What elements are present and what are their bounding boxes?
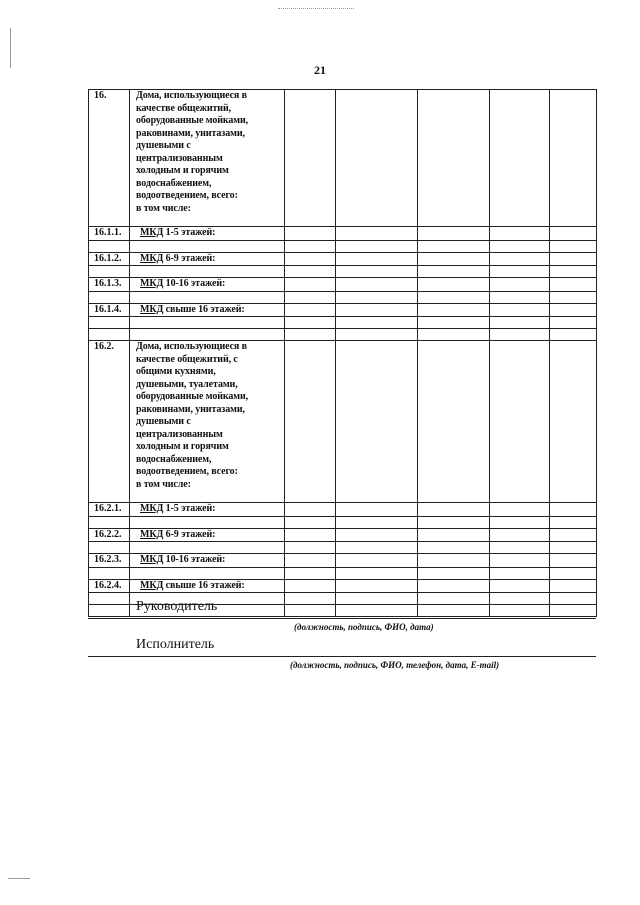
empty-cell [336,240,418,252]
signature-executor [88,636,596,676]
scan-artifact [278,8,354,11]
value-cell [285,554,336,568]
row-description [130,303,285,317]
value-cell [490,341,550,503]
empty-cell [490,291,550,303]
value-cell [550,252,597,266]
description-line: централизованным [136,428,223,440]
row-description [130,579,285,593]
value-cell [336,278,418,292]
row-description [130,90,285,227]
table-row [89,90,597,227]
empty-cell [550,567,597,579]
empty-cell [490,240,550,252]
value-cell [336,227,418,241]
value-cell [336,579,418,593]
empty-row [89,542,597,554]
row-description [130,227,285,241]
value-cell [550,278,597,292]
category-prefix: МКД [140,252,164,264]
category-floors: 1-5 этажей: [163,503,216,514]
empty-cell [89,291,130,303]
empty-cell [130,317,285,329]
empty-cell [89,329,130,341]
empty-cell [89,240,130,252]
description-line: в том числе: [136,202,191,214]
value-cell [336,554,418,568]
empty-row [89,317,597,329]
value-cell [418,227,490,241]
empty-cell [550,266,597,278]
empty-cell [336,266,418,278]
table-row [89,341,597,503]
value-cell [550,528,597,542]
table-row [89,579,597,593]
value-cell [418,554,490,568]
empty-row [89,266,597,278]
category-prefix: МКД [140,303,164,315]
empty-cell [89,516,130,528]
signature-head-line [88,618,596,619]
description-line: Дома, использующиеся в [136,90,247,101]
empty-cell [285,317,336,329]
empty-cell [130,240,285,252]
signature-head [88,598,596,638]
table-row [89,303,597,317]
description-line: водоснабжением, [136,177,212,189]
value-cell [490,503,550,517]
row-number: 16.2.2. [89,528,130,542]
value-cell [285,90,336,227]
row-description [130,554,285,568]
empty-cell [285,266,336,278]
description-line: централизованным [136,152,223,164]
value-cell [336,90,418,227]
description-line: душевыми с [136,140,191,151]
value-cell [490,303,550,317]
value-cell [418,303,490,317]
description-line: раковинами, унитазами, [136,403,245,415]
value-cell [550,503,597,517]
description-line: Дома, использующиеся в [136,341,247,352]
value-cell [285,303,336,317]
description-line: душевыми с [136,416,191,427]
description-line: оборудованные мойками, [136,115,249,126]
empty-cell [336,516,418,528]
empty-row [89,240,597,252]
empty-cell [336,291,418,303]
row-description [130,528,285,542]
row-number: 16.2.1. [89,503,130,517]
empty-cell [89,266,130,278]
value-cell [336,341,418,503]
empty-cell [550,516,597,528]
description-line: душевыми, туалетами, [136,378,238,390]
table-row [89,227,597,241]
value-cell [418,252,490,266]
table-row [89,278,597,292]
empty-cell [550,542,597,554]
value-cell [336,503,418,517]
category-floors: свыше 16 этажей: [163,579,245,591]
empty-cell [418,266,490,278]
empty-cell [285,329,336,341]
value-cell [285,278,336,292]
value-cell [490,278,550,292]
category-floors: 10-16 этажей: [163,554,226,565]
empty-cell [89,542,130,554]
value-cell [490,227,550,241]
value-cell [418,503,490,517]
table-row [89,503,597,517]
category-floors: 6-9 этажей: [163,528,216,540]
value-cell [418,579,490,593]
description-line: в том числе: [136,478,191,490]
empty-cell [490,266,550,278]
signature-executor-caption: (должность, подпись, ФИО, телефон, дата, E-mail) [290,660,500,670]
empty-cell [89,317,130,329]
value-cell [550,554,597,568]
description-line: общими кухнями, [136,366,216,377]
empty-cell [130,567,285,579]
value-cell [490,554,550,568]
empty-cell [550,240,597,252]
empty-cell [490,329,550,341]
row-description [130,341,285,503]
table-row [89,528,597,542]
empty-cell [336,317,418,329]
category-prefix: МКД [140,278,164,289]
description-line: водоотведением, всего: [136,466,238,477]
category-floors: свыше 16 этажей: [163,303,245,315]
empty-cell [550,317,597,329]
category-floors: 6-9 этажей: [163,252,216,264]
value-cell [418,341,490,503]
value-cell [285,503,336,517]
empty-cell [336,542,418,554]
row-number: 16.2.4. [89,579,130,593]
row-number: 16. [89,90,130,227]
description-line: холодным и горячим [136,441,229,452]
row-description [130,278,285,292]
value-cell [490,579,550,593]
empty-cell [285,240,336,252]
empty-cell [418,542,490,554]
empty-row [89,567,597,579]
empty-cell [89,567,130,579]
signature-head-caption: (должность, подпись, ФИО, дата) [294,622,434,632]
value-cell [418,90,490,227]
row-number: 16.2.3. [89,554,130,568]
row-number: 16.1.1. [89,227,130,241]
empty-cell [490,516,550,528]
category-prefix: МКД [140,528,164,540]
description-line: водоснабжением, [136,453,212,465]
empty-cell [285,516,336,528]
empty-cell [418,329,490,341]
value-cell [336,528,418,542]
value-cell [490,90,550,227]
category-floors: 1-5 этажей: [163,227,216,238]
empty-row [89,516,597,528]
value-cell [336,252,418,266]
value-cell [336,303,418,317]
empty-cell [418,516,490,528]
empty-cell [285,542,336,554]
category-prefix: МКД [140,554,164,565]
value-cell [490,528,550,542]
empty-cell [418,567,490,579]
value-cell [550,341,597,503]
empty-cell [130,542,285,554]
value-cell [490,252,550,266]
empty-cell [336,567,418,579]
category-prefix: МКД [140,579,164,591]
row-description [130,503,285,517]
empty-cell [336,329,418,341]
value-cell [550,303,597,317]
signature-head-title: Руководитель [136,599,218,614]
description-line: водоотведением, всего: [136,190,238,201]
category-prefix: МКД [140,227,164,238]
empty-cell [490,317,550,329]
value-cell [550,579,597,593]
empty-cell [490,542,550,554]
empty-cell [550,291,597,303]
empty-row [89,291,597,303]
value-cell [285,579,336,593]
empty-cell [285,291,336,303]
value-cell [418,528,490,542]
description-line: раковинами, унитазами, [136,127,245,139]
table-row [89,252,597,266]
empty-cell [550,329,597,341]
value-cell [285,528,336,542]
empty-cell [285,567,336,579]
margin-mark [10,28,11,68]
row-number: 16.1.3. [89,278,130,292]
row-description [130,252,285,266]
empty-cell [130,329,285,341]
value-cell [550,90,597,227]
description-line: качестве общежитий, с [136,353,238,365]
margin-mark [8,878,30,879]
report-table [88,89,597,617]
row-number: 16.1.4. [89,303,130,317]
value-cell [285,252,336,266]
category-prefix: МКД [140,503,164,514]
empty-cell [418,291,490,303]
description-line: холодным и горячим [136,165,229,176]
signature-executor-line [88,656,596,657]
value-cell [285,227,336,241]
row-number: 16.2. [89,341,130,503]
category-floors: 10-16 этажей: [163,278,226,289]
description-line: оборудованные мойками, [136,391,249,402]
row-number: 16.1.2. [89,252,130,266]
page-number: 21 [314,63,326,77]
table-row [89,554,597,568]
value-cell [418,278,490,292]
empty-cell [130,266,285,278]
empty-cell [418,240,490,252]
empty-cell [418,317,490,329]
empty-cell [490,567,550,579]
empty-row [89,329,597,341]
description-line: качестве общежитий, [136,102,232,114]
signature-executor-title: Исполнитель [136,637,215,652]
empty-cell [130,516,285,528]
empty-cell [130,291,285,303]
value-cell [550,227,597,241]
value-cell [285,341,336,503]
